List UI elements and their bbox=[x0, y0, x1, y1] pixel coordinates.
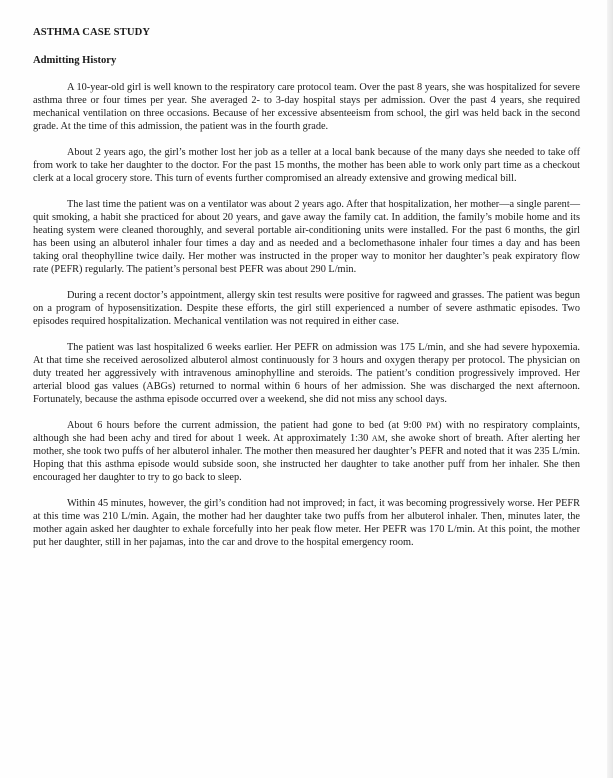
paragraph-7: Within 45 minutes, however, the girl’s condition had not improved; in fact, it was becoming progressively worse. Her PEFR at this time was 210 L/min. Again, the mother had her daughter take two puffs from her albuterol inhaler. Then, minutes later, the mother again asked her daughter to exhale forcefully into her peak flow meter. Her PEFR was 170 L/min. At this point, the mother put her daughter, still in her pajamas, into the car and drove to the hospital emergency room. bbox=[33, 498, 580, 548]
paragraph-6-text-a: About 6 hours before the current admission, the patient had gone to bed (at 9:00 bbox=[67, 420, 427, 431]
paragraph-6 bbox=[33, 419, 580, 484]
paragraph-4: During a recent doctor’s appointment, allergy skin test results were positive for ragweed and grasses. The patient was begun on a program of hyposensitization. Despite these efforts, the girl still experienced a number of severe asthmatic episodes. Two episodes required hospitalization. Mechanical ventilation was not required in either case. bbox=[33, 290, 580, 327]
paragraph-3: The last time the patient was on a ventilator was about 2 years ago. After that hospitalization, her mother—a single parent—quit smoking, a habit she practiced for about 20 years, and gave away the family cat. In addition, the family’s mobile home and its heating system were cleaned thoroughly, and several portable air-conditioning units were installed. For the past 6 months, the girl has been using an albuterol inhaler four times a day and as needed and a beclomethasone inhaler four times a day and has been taking oral theophylline twice daily. Her mother was instructed in the proper way to monitor her daughter’s peak expiratory flow rate (PEFR) regularly. The patient’s personal best PEFR was about 290 L/min. bbox=[33, 199, 580, 275]
case-narrative bbox=[33, 81, 580, 549]
paragraph-6-text-b: ) with no respiratory complaints, although she had been achy and tired for about 1 week. At approximately 1:30 bbox=[33, 420, 580, 444]
paragraph-2: About 2 years ago, the girl’s mother lost her job as a teller at a local bank because of the many days she needed to take off from work to take her daughter to the doctor. For the past 15 months, the mother has been able to work only part time as a checkout clerk at a local grocery store. This turn of events further compromised an already extensive and growing medical bill. bbox=[33, 147, 580, 184]
paragraph-1: A 10-year-old girl is well known to the respiratory care protocol team. Over the past 8 years, she was hospitalized for severe asthma three or four times per year. She averaged 2- to 3-day hospital stays per admission. Over the past 4 years, she required mechanical ventilation on three occasions. Because of her excessive absenteeism from school, the girl was held back in the second grade. At the time of this admission, the patient was in the fourth grade. bbox=[33, 82, 580, 132]
section-heading: Admitting History bbox=[33, 55, 117, 66]
document-title: ASTHMA CASE STUDY bbox=[33, 27, 151, 38]
paragraph-6-am: AM bbox=[371, 434, 386, 443]
paragraph-5: The patient was last hospitalized 6 weeks earlier. Her PEFR on admission was 175 L/min, and she had severe hypoxemia. At that time she received aerosolized albuterol almost continuously for 3 hours and oxygen therapy per protocol. The physician on duty treated her aggressively with intravenous aminophylline and steroids. The patient’s condition progressively improved. Her arterial blood gas values (ABGs) returned to normal within 6 hours of her admission. She was discharged the next afternoon. Fortunately, because the asthma episode occurred over a weekend, she did not miss any school days. bbox=[33, 342, 580, 405]
page-edge-shadow bbox=[607, 0, 613, 778]
paragraph-6-pm: PM bbox=[426, 421, 439, 430]
paragraph-6-text-c: , she awoke short of breath. After alerting her mother, she took two puffs of her albuterol inhaler. The mother then measured her daughter’s PEFR and noted that it was 235 L/min. Hoping that this asthma episode would subside soon, she instructed her daughter to take another puff from her inhaler. She then encouraged her daughter to try to go back to sleep. bbox=[33, 433, 580, 483]
